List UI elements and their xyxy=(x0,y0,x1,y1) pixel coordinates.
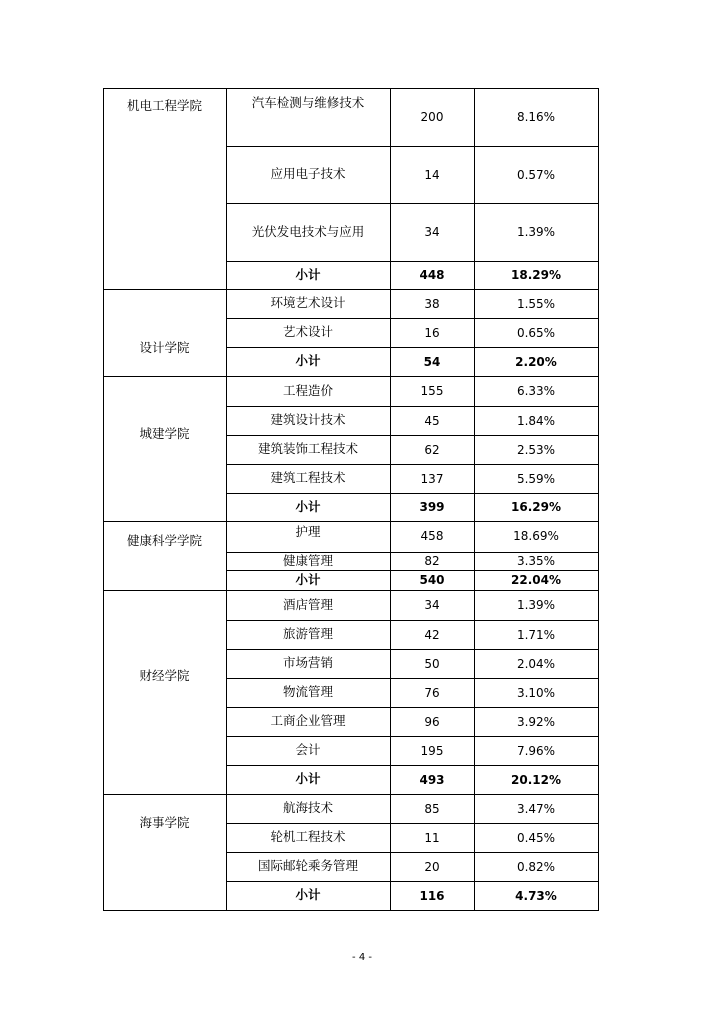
column-divider xyxy=(390,88,391,911)
major-name: 应用电子技术 xyxy=(270,166,346,182)
college-name: 城建学院 xyxy=(139,425,190,441)
student-count: 458 xyxy=(420,529,444,543)
student-count: 200 xyxy=(420,110,444,124)
subtotal-count: 540 xyxy=(419,573,445,587)
student-count: 38 xyxy=(424,296,440,311)
student-count: 155 xyxy=(420,384,444,398)
subtotal-count: 448 xyxy=(419,268,445,282)
percentage: 0.57% xyxy=(516,167,556,182)
subtotal-percentage: 16.29% xyxy=(511,500,561,514)
student-count: 34 xyxy=(424,225,440,239)
college-name: 机电工程学院 xyxy=(126,97,202,113)
student-count: 76 xyxy=(424,685,440,700)
percentage: 1.71% xyxy=(516,627,556,642)
percentage: 5.59% xyxy=(516,471,556,486)
enrollment-table xyxy=(103,88,598,910)
percentage: 2.04% xyxy=(516,656,556,671)
major-name: 轮机工程技术 xyxy=(270,829,346,845)
subtotal-count: 493 xyxy=(419,772,445,787)
percentage: 2.53% xyxy=(516,442,556,457)
major-name: 物流管理 xyxy=(282,684,333,700)
group-divider xyxy=(103,910,599,911)
student-count: 50 xyxy=(424,656,440,671)
major-name: 国际邮轮乘务管理 xyxy=(257,858,358,874)
percentage: 0.45% xyxy=(516,830,556,845)
major-name: 工程造价 xyxy=(282,382,333,398)
subtotal-count: 116 xyxy=(419,888,445,903)
subtotal-percentage: 20.12% xyxy=(511,772,561,787)
student-count: 96 xyxy=(424,714,440,729)
major-name: 艺术设计 xyxy=(282,324,333,340)
subtotal-label: 小计 xyxy=(295,887,321,903)
group-divider xyxy=(103,521,599,522)
major-name: 工商企业管理 xyxy=(270,713,346,729)
percentage: 18.69% xyxy=(513,529,559,543)
percentage: 6.33% xyxy=(516,384,556,398)
table-left-border xyxy=(103,88,104,911)
major-name: 光伏发电技术与应用 xyxy=(251,223,365,239)
percentage: 3.35% xyxy=(516,554,556,568)
subtotal-percentage: 18.29% xyxy=(511,268,561,282)
student-count: 137 xyxy=(420,471,444,486)
college-name: 设计学院 xyxy=(139,339,190,355)
percentage: 8.16% xyxy=(516,110,556,124)
percentage: 1.84% xyxy=(516,413,556,428)
subtotal-label: 小计 xyxy=(295,571,321,587)
major-name: 市场营销 xyxy=(282,655,333,671)
percentage: 0.82% xyxy=(516,859,556,874)
subtotal-count: 54 xyxy=(423,354,441,369)
major-name: 酒店管理 xyxy=(282,596,333,612)
table-right-border xyxy=(598,88,599,911)
student-count: 62 xyxy=(424,442,440,457)
major-name: 健康管理 xyxy=(282,552,333,568)
subtotal-label: 小计 xyxy=(295,353,321,369)
subtotal-label: 小计 xyxy=(295,771,321,787)
major-name: 汽车检测与维修技术 xyxy=(251,94,365,110)
subtotal-label: 小计 xyxy=(295,498,321,514)
percentage: 0.65% xyxy=(516,325,556,340)
major-name: 建筑设计技术 xyxy=(270,412,346,428)
major-name: 建筑装饰工程技术 xyxy=(257,441,358,457)
student-count: 195 xyxy=(420,743,444,758)
percentage: 3.92% xyxy=(516,714,556,729)
subtotal-percentage: 2.20% xyxy=(515,354,557,369)
major-name: 环境艺术设计 xyxy=(270,295,346,311)
subtotal-label: 小计 xyxy=(295,266,321,282)
page-number: - 4 - xyxy=(352,952,372,963)
student-count: 34 xyxy=(424,598,440,612)
student-count: 85 xyxy=(424,801,440,816)
student-count: 14 xyxy=(424,167,440,182)
table-top-border xyxy=(103,88,599,89)
percentage: 7.96% xyxy=(516,743,556,758)
college-name: 财经学院 xyxy=(139,667,190,683)
student-count: 20 xyxy=(424,859,440,874)
student-count: 11 xyxy=(424,830,440,845)
percentage: 3.10% xyxy=(516,685,556,700)
major-name: 建筑工程技术 xyxy=(270,470,346,486)
college-name: 健康科学学院 xyxy=(126,532,202,548)
student-count: 16 xyxy=(424,325,440,340)
column-divider xyxy=(226,88,227,911)
subtotal-percentage: 22.04% xyxy=(511,573,561,587)
major-name: 会计 xyxy=(295,742,321,758)
subtotal-percentage: 4.73% xyxy=(515,888,557,903)
subtotal-count: 399 xyxy=(419,500,445,514)
student-count: 42 xyxy=(424,627,440,642)
major-name: 旅游管理 xyxy=(282,626,333,642)
college-name: 海事学院 xyxy=(139,814,190,830)
percentage: 1.39% xyxy=(516,598,556,612)
column-divider xyxy=(474,88,475,911)
major-name: 护理 xyxy=(295,523,321,539)
percentage: 1.39% xyxy=(516,225,556,239)
percentage: 1.55% xyxy=(516,296,556,311)
student-count: 82 xyxy=(424,554,440,568)
student-count: 45 xyxy=(424,413,440,428)
major-name: 航海技术 xyxy=(282,800,333,816)
percentage: 3.47% xyxy=(516,801,556,816)
